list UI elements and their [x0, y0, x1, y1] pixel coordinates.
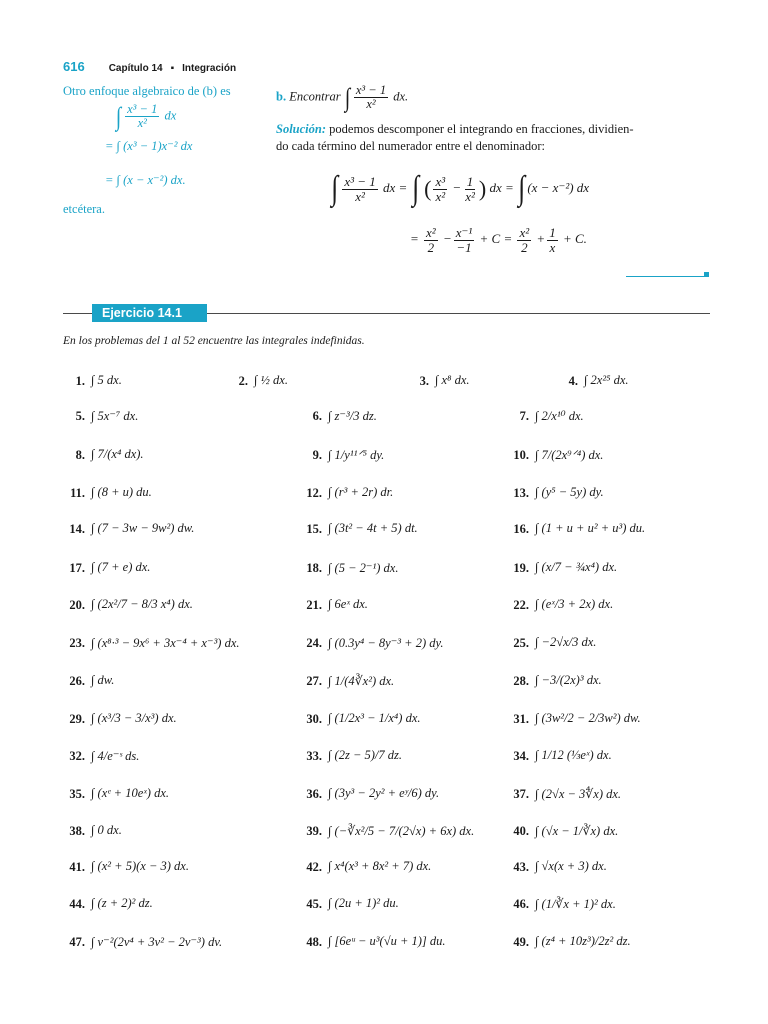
problem-expression: ∫ 4/e⁻ˢ ds.	[91, 749, 140, 763]
problem-number: 38.	[69, 824, 85, 838]
problem-number: 25.	[513, 636, 529, 650]
problem-expression: ∫ (5 − 2⁻¹) dx.	[328, 561, 399, 575]
problem-number: 21.	[306, 598, 322, 612]
problem-expression: ∫ (3t² − 4t + 5) dt.	[328, 521, 418, 535]
problem-expression: ∫ (7 − 3w − 9w²) dw.	[91, 521, 195, 535]
problem-expression: ∫ (1 + u + u² + u³) du.	[535, 521, 646, 535]
problem-number: 36.	[306, 787, 322, 801]
problem-number: 44.	[69, 897, 85, 911]
problem-expression: ∫ v⁻²(2v⁴ + 3v² − 2v⁻³) dv.	[91, 935, 223, 949]
example-b-label: b.	[276, 89, 287, 104]
margin-note-line1: ∫ $\frac{\text{x³ − 1}}{\text{x²}}$ dx	[115, 101, 177, 131]
problem-number: 20.	[69, 598, 85, 612]
problem-expression: ∫ 2x²⁵ dx.	[584, 373, 629, 387]
bullet: ▪	[170, 63, 175, 74]
problem-expression: ∫ 7/(2x⁹ᐟ⁴) dx.	[535, 448, 604, 462]
problem-expression: ∫ (z⁴ + 10z³)/2z² dz.	[535, 934, 631, 948]
margin-note-intro: Otro enfoque algebraico de (b) es	[63, 84, 231, 98]
problem-number: 32.	[69, 749, 85, 763]
problem-number: 23.	[69, 636, 85, 650]
problem-expression: ∫ (r³ + 2r) dr.	[328, 485, 394, 499]
problem-number: 48.	[306, 935, 322, 949]
problem-number: 22.	[513, 598, 529, 612]
problem-number: 39.	[306, 824, 322, 838]
example-b	[276, 84, 716, 155]
problem-expression: ∫ (2x²/7 − 8/3 x⁴) dx.	[91, 597, 193, 611]
problem-number: 41.	[69, 860, 85, 874]
problem-expression: ∫ −3/(2x)³ dx.	[535, 673, 602, 687]
solution-equation-2: = $\frac{\text{x²}}{2}$ − $\frac{\text{x⁻¹}}{-1}$ + C = $\frac{\text{x²}}{2}$ + $\frac{1}{x}$ + C.	[410, 225, 587, 255]
problem-expression: ∫ 2/x¹⁰ dx.	[535, 409, 584, 423]
problem-number: 2.	[238, 374, 248, 388]
problem-number: 43.	[513, 860, 529, 874]
margin-note-outro: etcétera.	[63, 202, 105, 217]
problem-expression: ∫ (−∛x²/5 − 7/(2√x) + 6x) dx.	[328, 824, 475, 838]
problem-expression: ∫ 5 dx.	[91, 373, 122, 387]
problem-expression: ∫ (2u + 1)² du.	[328, 896, 399, 910]
page-header	[63, 58, 236, 76]
problem-expression: ∫ (3y³ − 2y² + eʸ/6) dy.	[328, 786, 440, 800]
problem-number: 26.	[69, 674, 85, 688]
problem-expression: ∫ dw.	[91, 673, 115, 687]
problem-number: 28.	[513, 674, 529, 688]
problem-expression: ∫ x⁴(x³ + 8x² + 7) dx.	[328, 859, 432, 873]
problem-number: 35.	[69, 787, 85, 801]
problem-expression: ∫ (1/2x³ − 1/x⁴) dx.	[328, 711, 421, 725]
problem-expression: ∫ (xᵉ + 10eˣ) dx.	[91, 786, 170, 800]
problem-expression: ∫ x⁸ dx.	[435, 373, 470, 387]
problem-expression: ∫ −2√x/3 dx.	[535, 635, 597, 649]
problem-expression: ∫ (x/7 − ¾x⁴) dx.	[535, 560, 618, 574]
end-of-example-marker	[626, 276, 708, 277]
problem-number: 24.	[306, 636, 322, 650]
problem-number: 6.	[312, 409, 322, 423]
problem-number: 10.	[513, 448, 529, 462]
problem-expression: ∫ (x² + 5)(x − 3) dx.	[91, 859, 189, 873]
problem-number: 11.	[70, 486, 85, 500]
problem-expression: ∫ (x³/3 − 3/x³) dx.	[91, 711, 177, 725]
problem-expression: ∫ √x(x + 3) dx.	[535, 859, 607, 873]
problem-expression: ∫ (eˣ/3 + 2x) dx.	[535, 597, 614, 611]
problem-number: 13.	[513, 486, 529, 500]
problem-expression: ∫ (3w²/2 − 2/3w²) dw.	[535, 711, 641, 725]
section-label: Integración	[182, 63, 237, 74]
problem-expression: ∫ 1/12 (⅓eˣ) dx.	[535, 748, 612, 762]
problem-expression: ∫ (x⁸·³ − 9x⁶ + 3x⁻⁴ + x⁻³) dx.	[91, 636, 240, 650]
problem-number: 9.	[312, 448, 322, 462]
problem-expression: ∫ 5x⁻⁷ dx.	[91, 409, 139, 423]
problem-number: 30.	[306, 712, 322, 726]
margin-note	[63, 84, 263, 217]
problem-number: 42.	[306, 860, 322, 874]
problem-expression: ∫ ½ dx.	[254, 373, 288, 387]
problem-number: 14.	[69, 522, 85, 536]
problem-expression: ∫ 7/(x⁴ dx).	[91, 447, 144, 461]
problem-expression: ∫ (8 + u) du.	[91, 485, 152, 499]
problem-expression: ∫ z⁻³/3 dz.	[328, 409, 377, 423]
problem-expression: ∫ 1/(4∛x²) dx.	[328, 674, 395, 688]
problem-expression: ∫ (2z − 5)/7 dz.	[328, 748, 403, 762]
problem-number: 47.	[69, 935, 85, 949]
problem-number: 3.	[419, 374, 429, 388]
problem-expression: ∫ (7 + e) dx.	[91, 560, 151, 574]
exercise-title: Ejercicio 14.1	[92, 304, 207, 322]
problem-number: 15.	[306, 522, 322, 536]
problem-expression: ∫ 0 dx.	[91, 823, 122, 837]
problem-number: 4.	[568, 374, 578, 388]
example-b-statement: b. Encontrar ∫ $\frac{\text{x³ − 1}}{\text{x²}}$ dx.	[276, 82, 409, 112]
problem-number: 33.	[306, 749, 322, 763]
problem-number: 16.	[513, 522, 529, 536]
page-number: 616	[63, 59, 85, 74]
exercise-instructions: En los problemas del 1 al 52 encuentre las integrales indefinidas.	[63, 335, 365, 347]
end-of-example-square	[704, 272, 709, 277]
example-b-verb: Encontrar	[289, 89, 341, 104]
problem-expression: ∫ (2√x − 3∜x) dx.	[535, 787, 622, 801]
problem-expression: ∫ [6eᵘ − u³(√u + 1)] du.	[328, 934, 446, 948]
margin-note-line3: = ∫ (x − x⁻²) dx.	[105, 173, 186, 188]
problem-number: 27.	[306, 674, 322, 688]
problem-number: 34.	[513, 749, 529, 763]
problem-number: 7.	[519, 409, 529, 423]
problem-expression: ∫ (0.3y⁴ − 8y⁻³ + 2) dy.	[328, 636, 444, 650]
problem-number: 46.	[513, 897, 529, 911]
problem-number: 5.	[75, 409, 85, 423]
problem-number: 45.	[306, 897, 322, 911]
problem-number: 49.	[513, 935, 529, 949]
solution-equation-1: ∫ $\frac{\text{x³ − 1}}{\text{x²}}$ dx = ∫ ( $\frac{\text{x³}}{\text{x²}}$ − $\frac{1}{\text{x²}}$ ) dx = ∫ (x − x⁻²) dx	[331, 170, 590, 207]
problem-expression: ∫ (√x − 1/∛x) dx.	[535, 824, 619, 838]
problem-number: 1.	[75, 374, 85, 388]
problem-expression: ∫ 1/y¹¹ᐟ⁵ dy.	[328, 448, 385, 462]
problem-number: 18.	[306, 561, 322, 575]
problem-expression: ∫ (1/∛x + 1)² dx.	[535, 897, 616, 911]
problem-number: 17.	[69, 561, 85, 575]
problem-expression: ∫ 6eˣ dx.	[328, 597, 368, 611]
margin-note-line2: = ∫ (x³ − 1)x⁻² dx	[105, 139, 193, 154]
problem-number: 29.	[69, 712, 85, 726]
problem-number: 8.	[75, 448, 85, 462]
chapter-label: Capítulo 14	[108, 63, 163, 74]
problem-expression: ∫ (z + 2)² dz.	[91, 896, 153, 910]
solution-text: Solución: podemos descomponer el integrando en fracciones, dividien- do cada término del numerador entre el denominador:	[276, 122, 634, 154]
problem-number: 12.	[306, 486, 322, 500]
problem-number: 31.	[513, 712, 529, 726]
solution-label: Solución:	[276, 122, 327, 137]
problem-number: 40.	[513, 824, 529, 838]
problem-number: 19.	[513, 561, 529, 575]
problem-number: 37.	[513, 787, 529, 801]
problem-expression: ∫ (y⁵ − 5y) dy.	[535, 485, 604, 499]
